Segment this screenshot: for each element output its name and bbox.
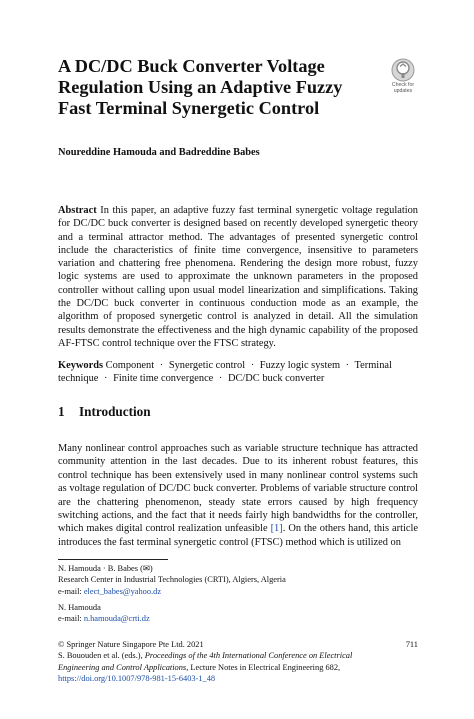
footnote-name: N. Hamouda xyxy=(58,603,101,612)
citation-editors: S. Bououden et al. (eds.), xyxy=(58,651,145,661)
keywords xyxy=(58,359,418,386)
keyword-separator: · xyxy=(104,373,108,385)
keyword-separator: · xyxy=(250,360,255,371)
keyword-separator: · xyxy=(218,373,223,385)
keyword-item: Synergetic control xyxy=(168,360,246,371)
abstract-text: In this paper, an adaptive fuzzy fast terminal synergetic voltage regulation for DC/DC buck converter is designed based on recently developed synergetic theory and a terminal attractor method. The advantages of presented synergetic control include the characteristics of finite time convergence, insensitive to parameters variation and chattering free phenomena. Rendering the design more robust, fuzzy logic systems are used to approximate the unknown parameters in the proposed controller without calling upon usual model linearization and simplifications. Taking the DC/DC buck converter in continuous conduction mode as an example, the algorithm of proposed synergetic control is analyzed in detail. All the simulation results demonstrate the effectiveness and the high dynamic capability of the proposed AF-FTSC control technique over the FTSC strategy. xyxy=(58,205,418,349)
section-heading xyxy=(58,404,151,420)
author-footnote xyxy=(58,563,418,597)
keyword-item: DC/DC buck converter xyxy=(227,373,325,385)
email-label: e-mail: xyxy=(58,586,84,596)
check-for-updates-icon xyxy=(391,58,415,82)
colophon xyxy=(58,639,358,684)
footnote-rule xyxy=(58,559,168,560)
copyright-line: © Springer Nature Singapore Pte Ltd. 2021 xyxy=(58,640,204,649)
abstract xyxy=(58,204,418,350)
keyword-list xyxy=(58,360,392,384)
series-info: , Lecture Notes in Electrical Engineering 682, xyxy=(186,662,341,672)
keyword-separator: · xyxy=(159,360,164,371)
keyword-item: Finite time convergence xyxy=(113,373,214,385)
check-for-updates-badge[interactable] xyxy=(386,58,420,98)
email-link[interactable]: n.hamouda@crti.dz xyxy=(83,614,150,624)
second-author-footnote xyxy=(58,602,418,625)
citation-link[interactable]: [1] xyxy=(270,523,283,535)
proceedings-title-cont: Engineering and Control Applications xyxy=(58,662,187,672)
keyword-item: Component xyxy=(105,360,155,371)
page-number: 711 xyxy=(405,640,418,649)
proceedings-title: Proceedings of the 4th International Conference on Electrical xyxy=(144,651,353,661)
doi-link[interactable]: https://doi.org/10.1007/978-981-15-6403-1_48 xyxy=(58,673,216,683)
footnote-authors: N. Hamouda · B. Babes (✉) xyxy=(58,564,153,573)
section-number: 1 xyxy=(58,404,65,419)
keyword-item: Fuzzy logic system xyxy=(259,360,341,371)
footnote-affiliation: Research Center in Industrial Technologies (CRTI), Algiers, Algeria xyxy=(58,575,286,585)
abstract-label: Abstract xyxy=(58,205,97,216)
body-text-1: Many nonlinear control approaches such as variable structure technique has attracted community attention in the last decades. Due to its inherent robust features, this control technique has been extensively used in many nonlinear control systems such as voltage regulation of DC/DC buck converter. Problems of variable structure control are the chattering phenomenon, steady state errors caused by high frequency switching actions, and the fact that it needs fairly high bandwidths for the controller, which makes digital control realization unfeasible xyxy=(58,443,418,535)
author-list: Noureddine Hamouda and Badreddine Babes xyxy=(58,147,260,158)
email-label: e-mail: xyxy=(58,614,84,624)
body-text-2: . On the others hand, this article introduces the fast terminal synergetic control (FTSC) method which is utilized on xyxy=(58,523,418,548)
body-paragraph xyxy=(58,442,418,549)
section-title: Introduction xyxy=(79,404,151,419)
badge-line-1: Check for xyxy=(391,82,415,88)
keywords-label: Keywords xyxy=(58,360,104,371)
paper-title: A DC/DC Buck Converter Voltage Regulation Using an Adaptive Fuzzy Fast Terminal Synergetic Control xyxy=(58,56,343,118)
badge-line-2: updates xyxy=(393,87,413,94)
keyword-separator: · xyxy=(345,360,350,371)
keyword-item: Terminal technique xyxy=(58,360,392,385)
email-link[interactable]: elect_babes@yahoo.dz xyxy=(83,586,162,596)
